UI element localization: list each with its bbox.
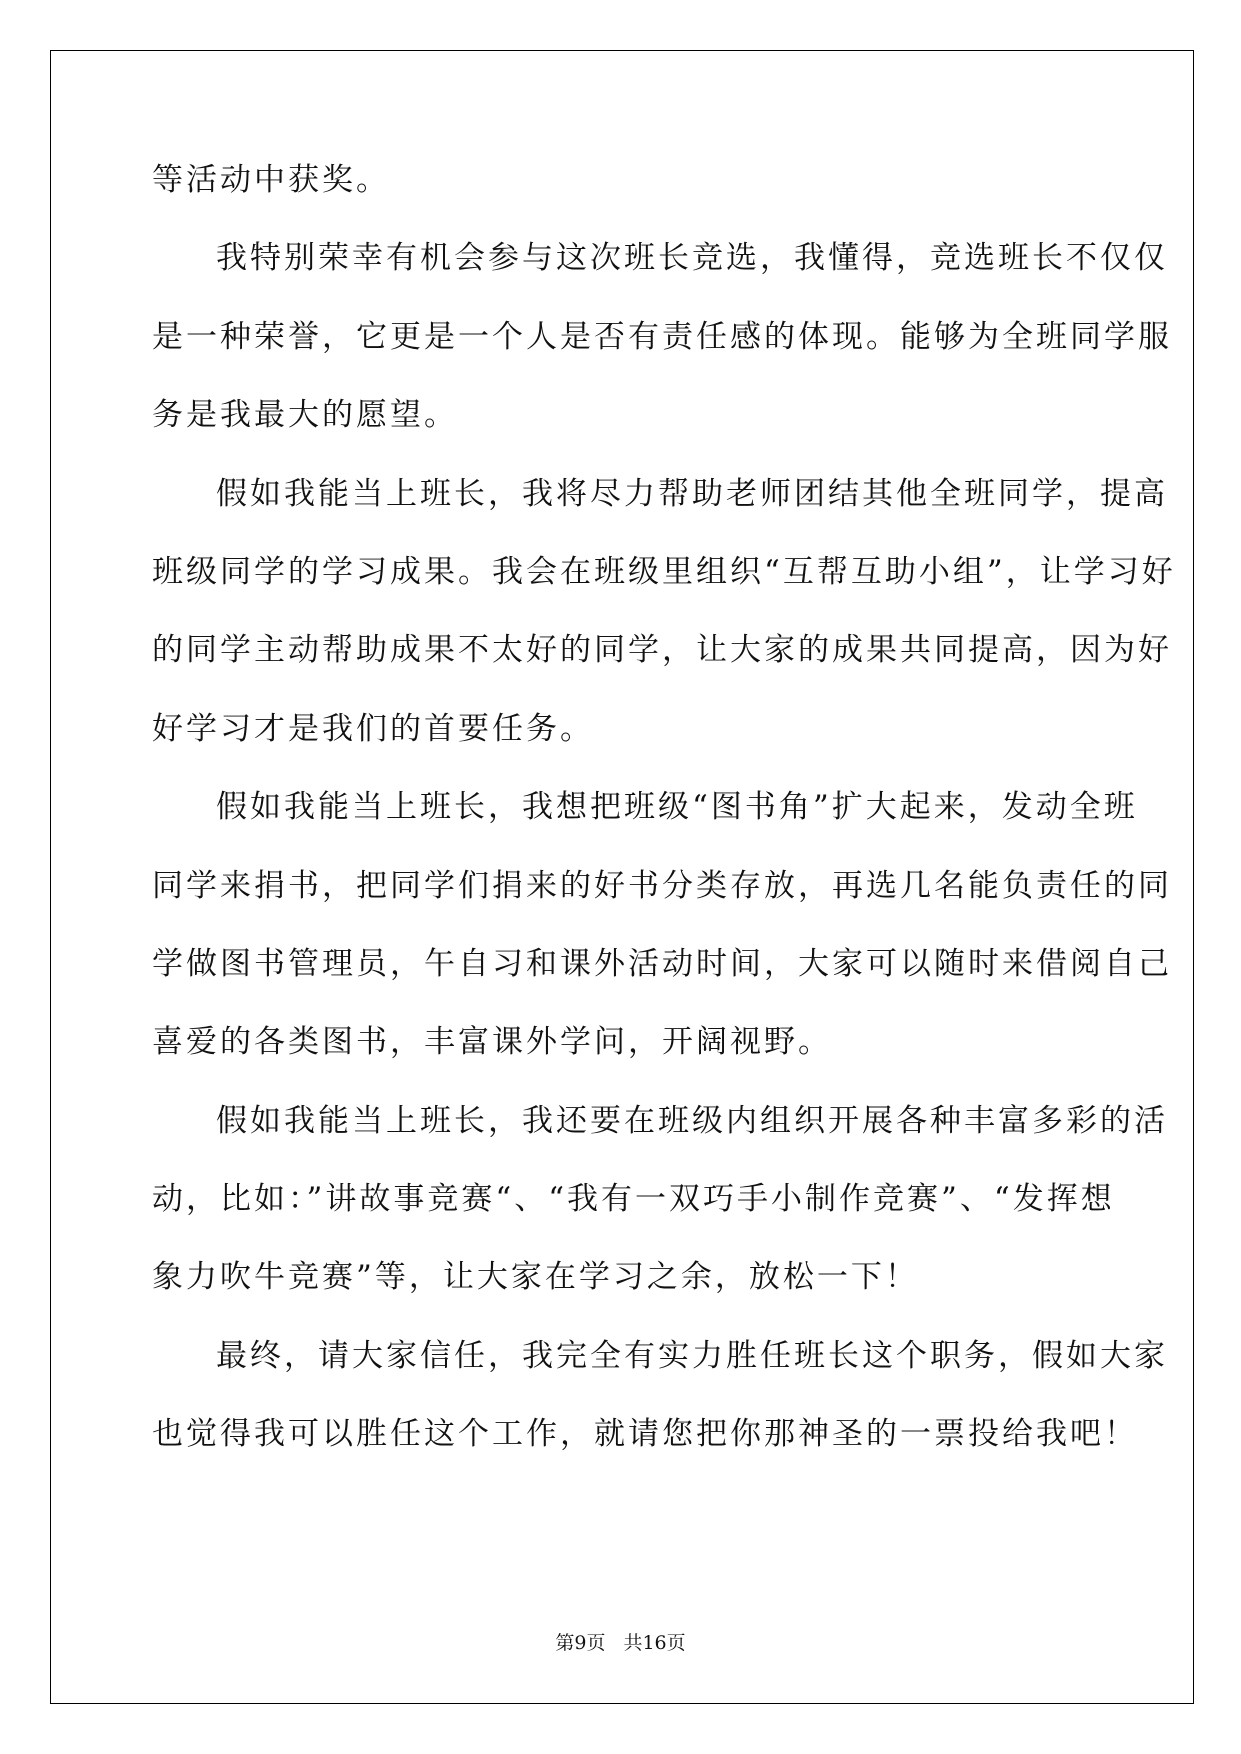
page-number: 第9页 — [555, 1632, 606, 1654]
page-footer — [0, 1628, 1241, 1655]
text-line: 假如我能当上班长，我还要在班级内组织开展各种丰富多彩的活 — [216, 1102, 1168, 1139]
text-line: 务是我最大的愿望。 — [152, 397, 458, 434]
text-line: 最终，请大家信任，我完全有实力胜任班长这个职务，假如大家 — [216, 1337, 1168, 1374]
page-total: 共16页 — [623, 1632, 686, 1654]
text-line: 假如我能当上班长，我将尽力帮助老师团结其他全班同学，提高 — [216, 475, 1168, 512]
text-line: 同学来捐书，把同学们捐来的好书分类存放，再选几名能负责任的同 — [152, 867, 1172, 904]
text-line: 象力吹牛竞赛”等，让大家在学习之余，放松一下！ — [152, 1259, 919, 1296]
document-body — [152, 160, 1176, 1493]
text-line: 班级同学的学习成果。我会在班级里组织“互帮互助小组”，让学习好 — [152, 553, 1176, 590]
text-line: 动，比如：”讲故事竞赛“、“我有一双巧手小制作竞赛”、“发挥想 — [152, 1181, 1115, 1218]
text-line: 的同学主动帮助成果不太好的同学，让大家的成果共同提高，因为好 — [152, 632, 1172, 669]
text-line: 学做图书管理员，午自习和课外活动时间，大家可以随时来借阅自己 — [152, 945, 1172, 982]
text-line: 好学习才是我们的首要任务。 — [152, 710, 594, 747]
text-line: 是一种荣誉，它更是一个人是否有责任感的体现。能够为全班同学服 — [152, 318, 1172, 355]
text-line: 假如我能当上班长，我想把班级“图书角”扩大起来，发动全班 — [216, 789, 1138, 826]
text-line: 我特别荣幸有机会参与这次班长竞选，我懂得，竞选班长不仅仅 — [216, 240, 1168, 277]
text-line: 等活动中获奖。 — [152, 162, 390, 198]
text-line: 喜爱的各类图书，丰富课外学问，开阔视野。 — [152, 1024, 832, 1061]
text-line: 也觉得我可以胜任这个工作，就请您把你那神圣的一票投给我吧！ — [152, 1416, 1138, 1453]
